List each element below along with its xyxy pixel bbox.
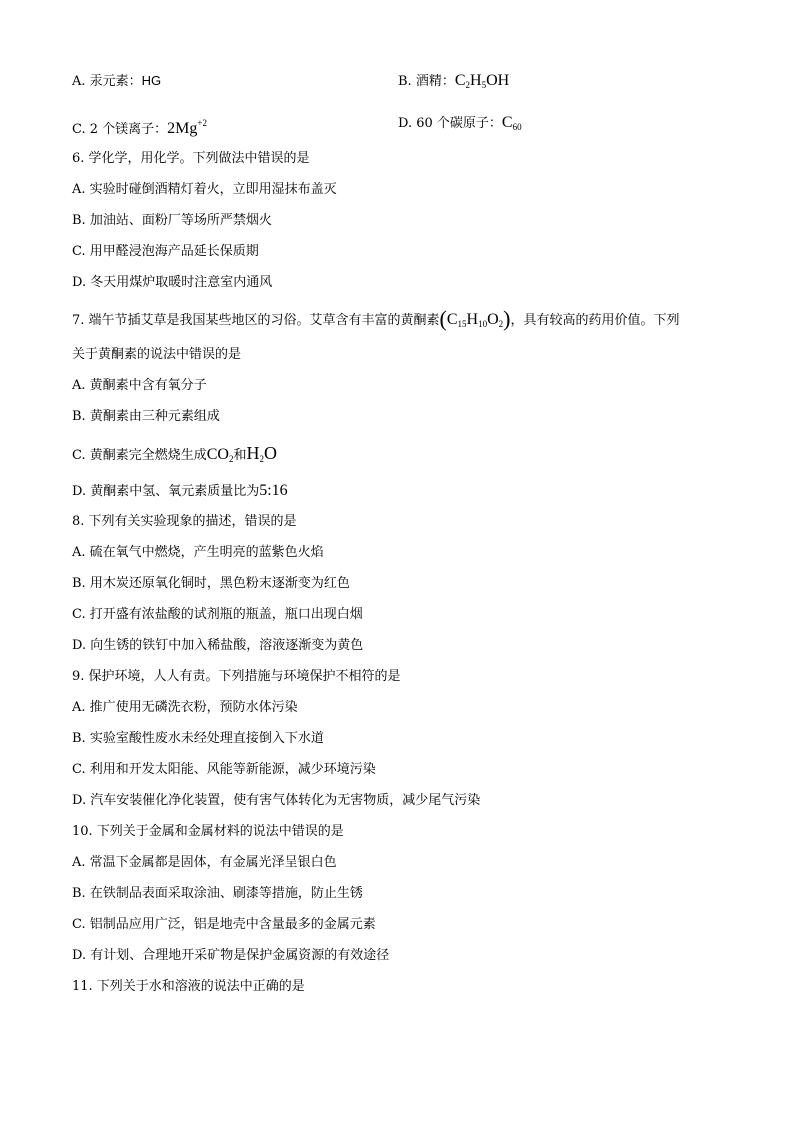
q6-option-b: B. 加油站、面粉厂等场所严禁烟火 xyxy=(72,213,272,228)
formula-co2: CO2 xyxy=(206,446,234,464)
q7-option-c: C. 黄酮素完全燃烧生成CO2和H2O xyxy=(72,443,277,464)
q5-options-row-1 xyxy=(72,68,732,94)
q7-option-a: A. 黄酮素中含有氧分子 xyxy=(72,378,207,393)
q5-option-a: A. 汞元素：HG xyxy=(72,73,162,89)
q9-option-d: D. 汽车安装催化净化装置，使有害气体转化为无害物质，减少尾气污染 xyxy=(72,793,481,808)
q10-option-a: A. 常温下金属都是固体，有金属光泽呈银白色 xyxy=(72,855,337,870)
q9-option-a: A. 推广使用无磷洗衣粉，预防水体污染 xyxy=(72,700,298,715)
q7-stem-line-1: 7. 端午节插艾草是我国某些地区的习俗。艾草含有丰富的黄酮素(C15H10O2)，具有较高的药用价值。下列 xyxy=(72,306,680,331)
q8-option-c: C. 打开盛有浓盐酸的试剂瓶的瓶盖，瓶口出现白烟 xyxy=(72,607,363,622)
q11-stem: 11. 下列关于水和溶液的说法中正确的是 xyxy=(72,979,305,994)
q8-option-d: D. 向生锈的铁钉中加入稀盐酸，溶液逐渐变为黄色 xyxy=(72,638,364,653)
q8-option-b: B. 用木炭还原氧化铜时，黑色粉末逐渐变为红色 xyxy=(72,576,350,591)
q10-stem: 10. 下列关于金属和金属材料的说法中错误的是 xyxy=(72,824,344,839)
q5-option-d: D. 60 个碳原子：C60 xyxy=(398,114,522,132)
q7-option-b: B. 黄酮素由三种元素组成 xyxy=(72,409,220,424)
formula-flavone: (C15H10O2) xyxy=(439,306,511,331)
q10-option-d: D. 有计划、合理地开采矿物是保护金属资源的有效途径 xyxy=(72,948,390,963)
q5-option-b: B. 酒精：C2H5OH xyxy=(398,72,510,90)
q8-stem: 8. 下列有关实验现象的描述，错误的是 xyxy=(72,514,297,529)
formula-mg-ion: $2Mg^{+2}$ xyxy=(167,118,207,137)
q5-option-c: C. 2 个镁离子：$2Mg^{+2}$ xyxy=(72,118,207,137)
q9-stem: 9. 保护环境，人人有责。下列措施与环境保护不相符的是 xyxy=(72,669,401,684)
formula-c60: C60 xyxy=(501,114,522,132)
q6-option-a: A. 实验时碰倒酒精灯着火，立即用湿抹布盖灭 xyxy=(72,182,337,197)
q9-option-b: B. 实验室酸性废水未经处理直接倒入下水道 xyxy=(72,731,324,746)
q9-option-c: C. 利用和开发太阳能、风能等新能源，减少环境污染 xyxy=(72,762,376,777)
q6-option-d: D. 冬天用煤炉取暖时注意室内通风 xyxy=(72,275,273,290)
ratio-value: 5:16 xyxy=(259,482,288,499)
formula-h2o: H2O xyxy=(246,443,277,464)
q6-option-c: C. 用甲醛浸泡海产品延长保质期 xyxy=(72,244,259,259)
q7-stem-line-2: 关于黄酮素的说法中错误的是 xyxy=(72,347,242,362)
q10-option-c: C. 铝制品应用广泛，铝是地壳中含量最多的金属元素 xyxy=(72,917,376,932)
q5-options-row-2 xyxy=(72,110,732,136)
q8-option-a: A. 硫在氧气中燃烧，产生明亮的蓝紫色火焰 xyxy=(72,545,324,560)
q10-option-b: B. 在铁制品表面采取涂油、刷漆等措施，防止生锈 xyxy=(72,886,363,901)
formula-ethanol: C2H5OH xyxy=(454,72,510,90)
formula-hg: HG xyxy=(141,73,162,88)
q7-option-d: D. 黄酮素中氢、氧元素质量比为5:16 xyxy=(72,482,288,499)
q6-stem: 6. 学化学，用化学。下列做法中错误的是 xyxy=(72,151,310,166)
